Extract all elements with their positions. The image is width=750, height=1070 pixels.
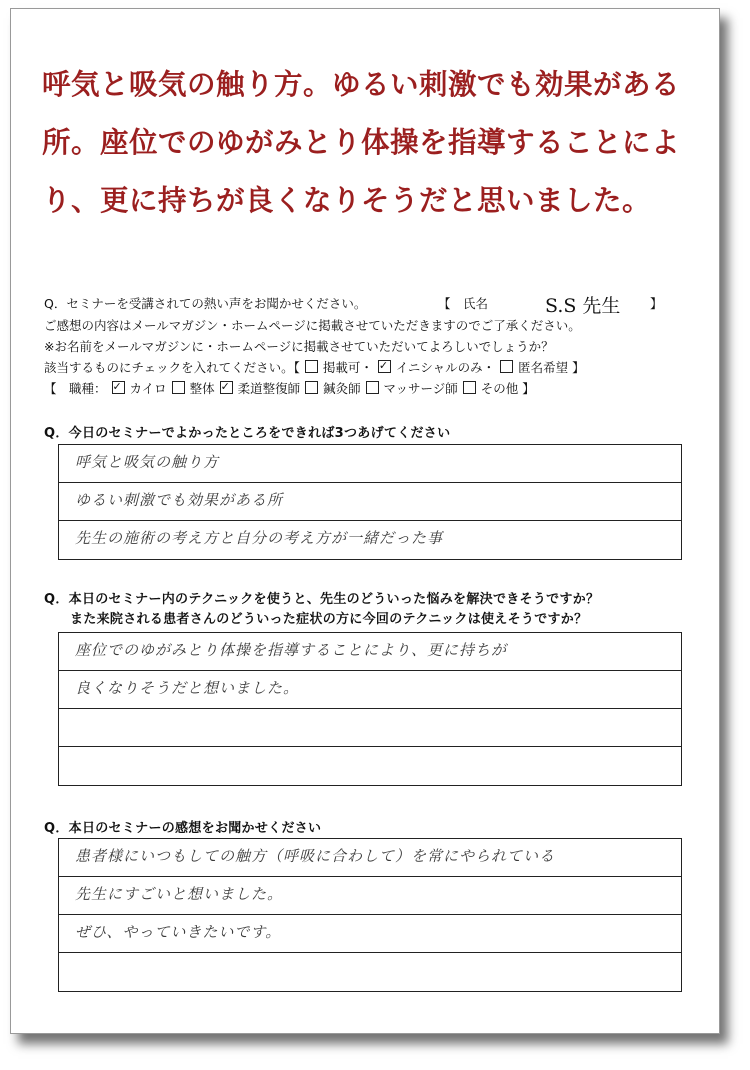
headline-quote: 呼気と吸気の触り方。ゆるい刺激でも効果がある所。座位でのゆがみとり体操を指導することにより、更に持ちが良くなりそうだと思いました。 <box>42 67 681 217</box>
q3-answer-row[interactable] <box>59 839 681 877</box>
job-checkbox-judo[interactable] <box>220 381 233 394</box>
publish-label: 掲載可・ <box>322 360 373 375</box>
q2-answer-row[interactable] <box>59 633 681 671</box>
permission-question: ※お名前をメールマガジンに・ホームページに掲載させていただいてよろしいでしょうか？ <box>44 339 554 354</box>
q1-answer-row[interactable] <box>59 445 681 483</box>
publish-options <box>44 360 585 376</box>
handwriting: 患者様にいつもしての触方（呼吸に合わして）を常にやられている <box>75 847 556 865</box>
job-label-other: その他 <box>480 381 519 396</box>
job-label-acupuncture: 鍼灸師 <box>323 381 361 396</box>
handwriting: 座位でのゆがみとり体操を指導することにより、更に持ちが <box>75 641 508 659</box>
job-label-judo: 柔道整復師 <box>237 381 301 396</box>
q3-answer-table <box>58 838 682 992</box>
anonymous-checkbox[interactable] <box>500 360 513 373</box>
job-checkbox-other[interactable] <box>463 381 476 394</box>
q1-answer-table <box>58 444 682 560</box>
job-checkbox-seitai[interactable] <box>172 381 185 394</box>
initial-checkbox[interactable] <box>378 360 391 373</box>
job-checkbox-chiro[interactable] <box>112 381 125 394</box>
q1-title: Q．今日のセミナーでよかったところをできれば3つあげてください <box>44 426 451 441</box>
handwriting: 良くなりそうだと想いました。 <box>75 679 300 697</box>
publish-checkbox[interactable] <box>305 360 318 373</box>
job-label-massage: マッサージ師 <box>383 381 458 396</box>
job-checkbox-acupuncture[interactable] <box>305 381 318 394</box>
anonymous-label: 匿名希望 <box>518 360 569 375</box>
q-intro: Q．セミナーを受講されての熱い声をお聞かせください。 <box>44 296 367 311</box>
handwriting: 呼気と吸気の触り方 <box>75 453 220 471</box>
job-close: 】 <box>522 381 535 396</box>
q1-answer-row[interactable] <box>59 483 681 521</box>
name-value: S.S 先生 <box>545 295 621 317</box>
name-close: 】 <box>650 296 663 311</box>
job-label-chiro: カイロ <box>129 381 167 396</box>
publish-close: 】 <box>572 360 585 375</box>
q2-answer-row[interactable] <box>59 671 681 709</box>
job-checkbox-massage[interactable] <box>366 381 379 394</box>
handwriting: 先生にすごいと想いました。 <box>75 885 284 903</box>
q3-answer-row[interactable] <box>59 953 681 991</box>
q2-answer-row[interactable] <box>59 709 681 747</box>
q1-answer-row[interactable] <box>59 521 681 559</box>
publish-prefix: 該当するものにチェックを入れてください。【 <box>44 360 300 375</box>
q2-title: Q．本日のセミナー内のテクニックを使うと、先生のどういった悩みを解決できそうですか？ <box>44 592 600 607</box>
handwriting: ゆるい刺激でも効果がある所 <box>75 491 284 509</box>
initial-label: イニシャルのみ・ <box>395 360 496 375</box>
q3-answer-row[interactable] <box>59 915 681 953</box>
handwriting: 先生の施術の考え方と自分の考え方が一緒だった事 <box>75 529 444 547</box>
job-label-seitai: 整体 <box>189 381 215 396</box>
handwriting: ぜひ、やっていきたいです。 <box>75 923 282 941</box>
job-prefix: 【 職種： <box>44 381 107 396</box>
job-options <box>44 381 535 397</box>
name-label: 【 氏名 <box>438 296 489 311</box>
notice-line: ご感想の内容はメールマガジン・ホームページに掲載させていただきますのでご了承ください。 <box>44 318 581 333</box>
q3-answer-row[interactable] <box>59 877 681 915</box>
q2-answer-row[interactable] <box>59 747 681 785</box>
q2-answer-table <box>58 632 682 786</box>
q3-title: Q．本日のセミナーの感想をお聞かせください <box>44 821 322 836</box>
q2-subtitle: また来院される患者さんのどういった症状の方に今回のテクニックは使えそうですか？ <box>70 612 588 627</box>
